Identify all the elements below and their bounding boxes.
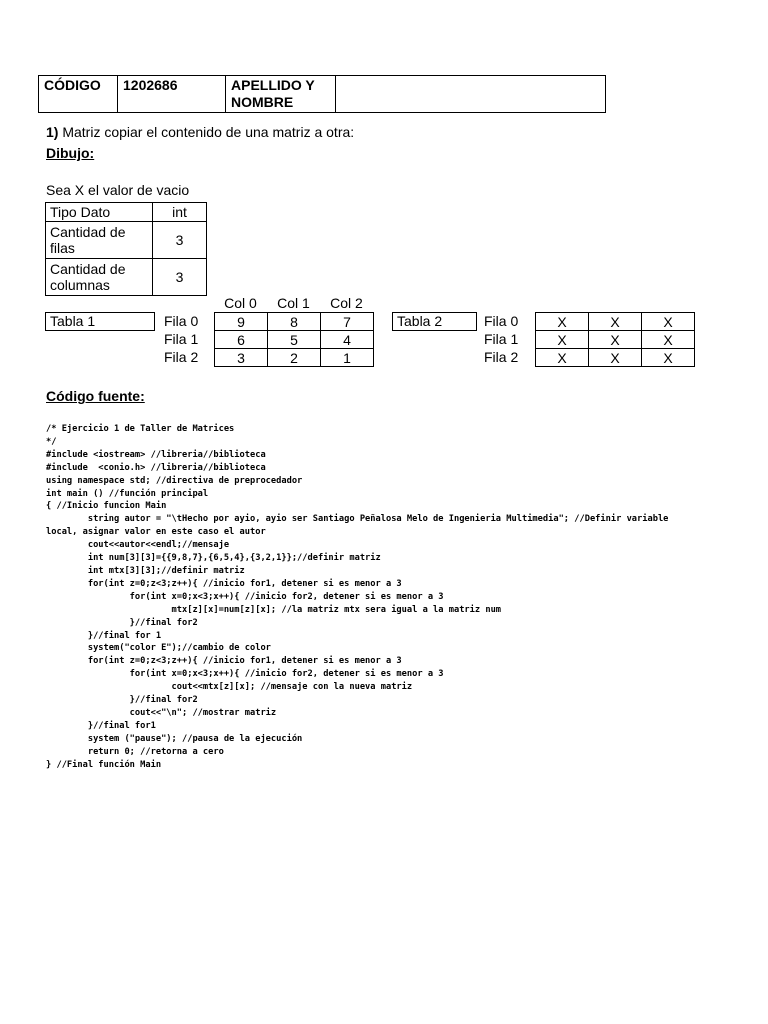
column-header: Col 2 <box>330 295 363 311</box>
matrix-cell: 2 <box>268 349 321 367</box>
table1-matrix <box>214 312 374 367</box>
vacio-note: Sea X el valor de vacio <box>46 182 190 198</box>
codigo-label: CÓDIGO <box>39 76 118 113</box>
matrix-cell: X <box>642 331 695 349</box>
question-heading <box>46 124 354 140</box>
nombre-value <box>336 76 606 113</box>
matrix-cell: X <box>589 331 642 349</box>
matrix-cell: X <box>589 349 642 367</box>
table2-matrix <box>535 312 695 367</box>
matrix-cell: X <box>536 331 589 349</box>
matrix-cell: X <box>589 313 642 331</box>
row-label: Fila 0 <box>484 313 519 329</box>
info-table <box>45 202 207 296</box>
code-title: Código fuente: <box>46 388 145 404</box>
info-label: Tipo Dato <box>46 203 153 222</box>
row-label: Fila 2 <box>164 349 199 365</box>
dibujo-heading: Dibujo: <box>46 145 95 161</box>
matrix-cell: X <box>536 313 589 331</box>
matrix-cell: X <box>642 349 695 367</box>
column-header: Col 1 <box>277 295 310 311</box>
row-label: Fila 1 <box>484 331 519 347</box>
table2-label: Tabla 2 <box>392 312 477 331</box>
matrix-cell: 4 <box>321 331 374 349</box>
matrix-cell: 3 <box>215 349 268 367</box>
row-label: Fila 2 <box>484 349 519 365</box>
question-text: Matriz copiar el contenido de una matriz a otra: <box>58 124 355 140</box>
codigo-value: 1202686 <box>118 76 226 113</box>
info-value: 3 <box>153 259 207 296</box>
row-label: Fila 1 <box>164 331 199 347</box>
info-value: int <box>153 203 207 222</box>
table1-label: Tabla 1 <box>45 312 155 331</box>
question-number: 1) <box>46 124 59 140</box>
matrix-cell: X <box>642 313 695 331</box>
apellido-label: APELLIDO Y NOMBRE <box>226 76 336 113</box>
info-label: Cantidad de filas <box>46 222 153 259</box>
info-label: Cantidad de columnas <box>46 259 153 296</box>
header-table <box>38 75 606 113</box>
matrix-cell: 5 <box>268 331 321 349</box>
matrix-cell: 9 <box>215 313 268 331</box>
matrix-cell: 1 <box>321 349 374 367</box>
matrix-cell: 8 <box>268 313 321 331</box>
matrix-cell: 6 <box>215 331 268 349</box>
matrix-cell: X <box>536 349 589 367</box>
row-label: Fila 0 <box>164 313 199 329</box>
info-value: 3 <box>153 222 207 259</box>
source-code: /* Ejercicio 1 de Taller de Matrices */ #include <iostream> //libreria//biblioteca #include <conio.h> //libreria//biblioteca using namespace std; //directiva de preprocedador int main () //función principal { //Inicio funcion Main string autor = "\tHecho por ayio, ayio ser Santiago Peñalosa Melo de Ingenieria Multimedia"; //Definir variable local, asignar valor en este caso el autor cout<<autor<<endl;//mensaje int num[3][3]={{9,8,7},{6,5,4},{3,2,1}};//definir matriz int mtx[3][3];//definir matriz for(int z=0;z<3;z++){ //inicio for1, detener si es menor a 3 for(int x=0;x<3;x++){ //inicio for2, detener si es menor a 3 mtx[z][x]=num[z][x]; //la matriz mtx sera igual a la matriz num }//final for2 }//final for 1 system("color E");//cambio de color for(int z=0;z<3;z++){ //inicio for1, detener si es menor a 3 for(int x=0;x<3;x++){ //inicio for2, detener si es menor a 3 cout<<mtx[z][x]; //mensaje con la nueva matriz }//final for2 cout<<"\n"; //mostrar matriz }//final for1 system ("pause"); //pausa de la ejecución return 0; //retorna a cero } //Final función Main <box>46 424 669 770</box>
matrix-cell: 7 <box>321 313 374 331</box>
column-header: Col 0 <box>224 295 257 311</box>
